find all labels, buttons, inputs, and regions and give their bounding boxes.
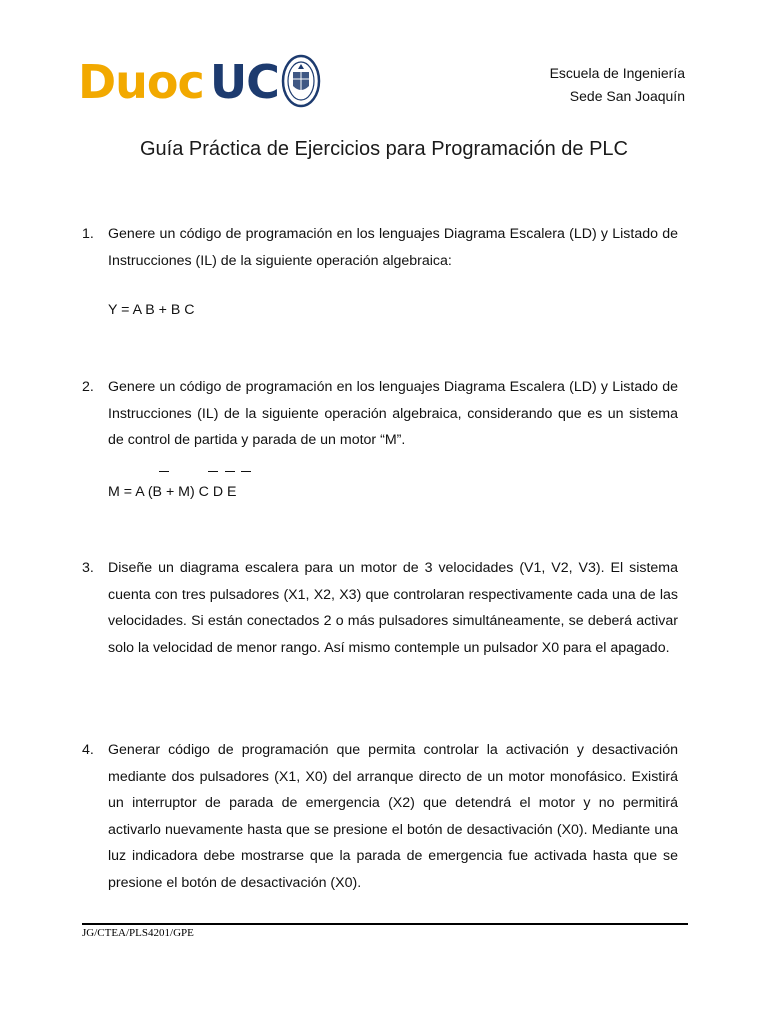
- exercise-number: 3.: [82, 560, 94, 576]
- negation-bar-e: [241, 471, 251, 472]
- school-info: [550, 62, 685, 108]
- exercise-text: Diseñe un diagrama escalera para un motor de 3 velocidades (V1, V2, V3). El sistema cuenta con tres pulsadores (X1, X2, X3) que controlaran respectivamente cada una de las velocidades. Si están conectados 2 o más pulsadores simultáneamente, se deberá activar solo la velocidad de menor rango. Así mismo contemple un pulsador X0 para el apagado.: [108, 560, 678, 656]
- exercise-number: 4.: [82, 742, 94, 758]
- university-seal-icon: [281, 54, 321, 108]
- exercise-item-4: [82, 737, 678, 896]
- negation-bar-b: [159, 471, 169, 472]
- exercise-item-1: [82, 221, 678, 274]
- duoc-uc-logo: [78, 56, 321, 108]
- exercise-number: 2.: [82, 379, 94, 395]
- exercise-formula-2: M = A (B + M) C D E: [108, 484, 237, 500]
- exercise-text: Genere un código de programación en los lenguajes Diagrama Escalera (LD) y Listado de Instrucciones (IL) de la siguiente operación algebraica:: [108, 226, 678, 269]
- logo-uc-text: UC: [209, 55, 279, 109]
- footer-divider: [82, 923, 688, 925]
- negation-bar-c: [208, 471, 218, 472]
- campus-name: Sede San Joaquín: [569, 88, 685, 104]
- exercise-text: Genere un código de programación en los lenguajes Diagrama Escalera (LD) y Listado de Instrucciones (IL) de la siguiente operación algebraica, considerando que es un sistema de control de partida y parada de un motor “M”.: [108, 379, 678, 448]
- school-name: Escuela de Ingeniería: [549, 65, 685, 81]
- exercise-formula-1: Y = A B + B C: [108, 302, 195, 318]
- exercise-item-2: [82, 374, 678, 454]
- logo-duoc-text: Duoc: [78, 55, 204, 109]
- exercise-text: Generar código de programación que permita controlar la activación y desactivación mediante dos pulsadores (X1, X0) del arranque directo de un motor monofásico. Existirá un interruptor de parada de emergencia (X2) que detendrá el motor y no permitirá activarlo nuevamente hasta que se presione el botón de desactivación (X0). Mediante una luz indicadora debe mostrarse que la parada de emergencia fue activada hasta que se presione el botón de desactivación (X0).: [108, 742, 678, 891]
- exercise-item-3: [82, 555, 678, 661]
- negation-bar-d: [225, 471, 235, 472]
- page-title: Guía Práctica de Ejercicios para Programación de PLC: [139, 138, 628, 160]
- document-code: JG/CTEA/PLS4201/GPE: [82, 927, 194, 939]
- exercise-number: 1.: [82, 226, 94, 242]
